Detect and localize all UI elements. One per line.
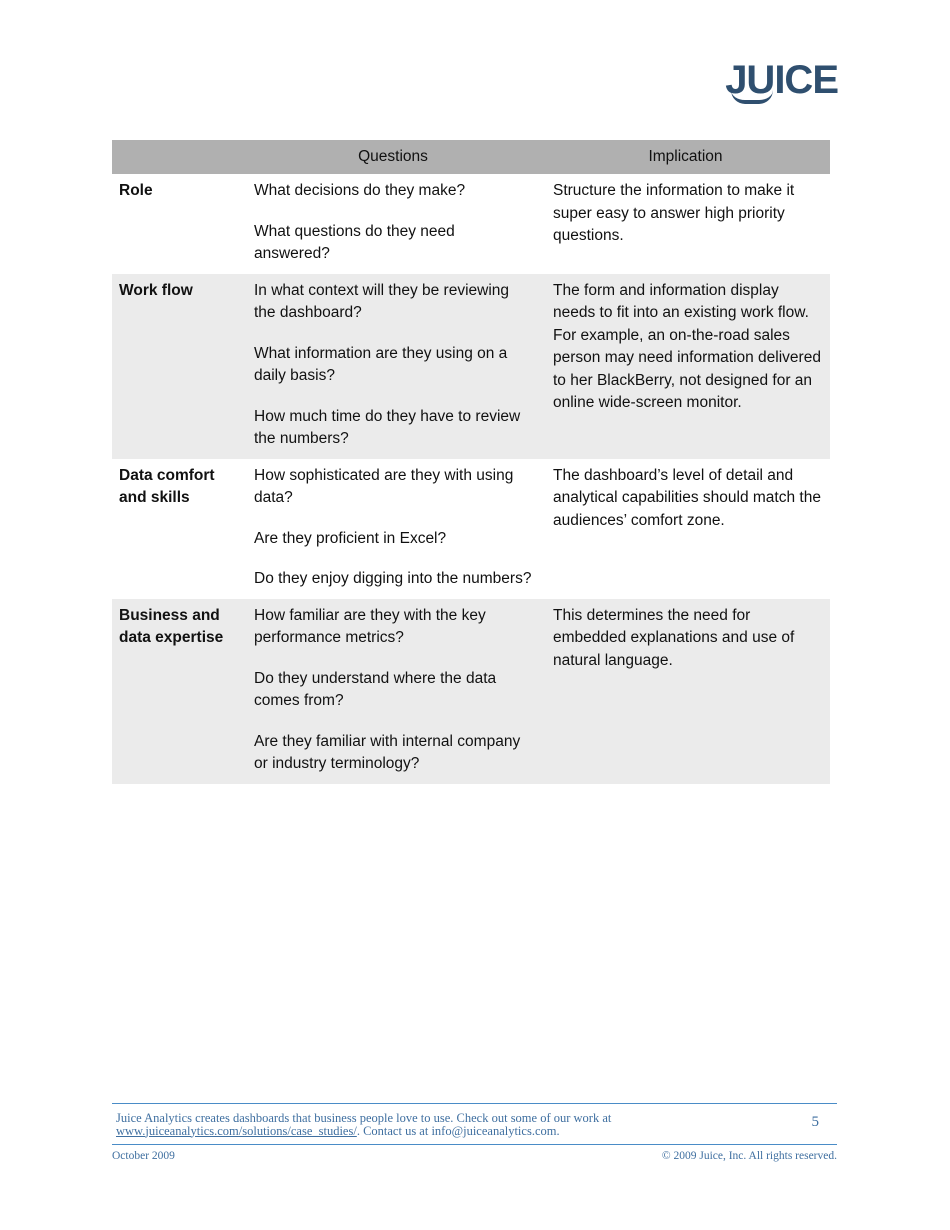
question: What decisions do they make? (254, 182, 466, 199)
row-questions (245, 174, 541, 274)
row-label: Data comfort and skills (119, 466, 215, 506)
question: How much time do they have to review the numbers? (254, 407, 521, 447)
table-row (112, 599, 830, 784)
juice-logo (725, 56, 838, 104)
header-implication: Implication (541, 140, 830, 174)
footer-date: October 2009 (112, 1150, 175, 1162)
table-row (112, 174, 830, 274)
question: What questions do they need answered? (254, 222, 455, 262)
row-questions (245, 599, 541, 784)
question: Do they enjoy digging into the numbers? (254, 570, 532, 587)
header-blank (112, 140, 245, 174)
question: How sophisticated are they with using data? (254, 466, 514, 506)
footer-banner (112, 1103, 837, 1145)
footer-contact: . Contact us at info@juiceanalytics.com. (356, 1123, 560, 1138)
row-label: Work flow (112, 274, 245, 459)
question: How familiar are they with the key performance metrics? (254, 606, 486, 646)
footer-line1: Juice Analytics creates dashboards that business people love to use. Check out some of our work at (116, 1111, 612, 1125)
row-implication: The dashboard’s level of detail and analytical capabilities should match the audiences’ comfort zone. (553, 466, 821, 529)
table-header-row (112, 140, 830, 174)
header-questions: Questions (245, 140, 541, 174)
row-implication: The form and information display needs to fit into an existing work flow. For example, an on-the-road sales person may need information delivered to her BlackBerry, not designed for an online wide-screen monitor. (541, 274, 830, 459)
page-number: 5 (811, 1114, 819, 1130)
case-studies-link[interactable]: www.juiceanalytics.com/solutions/case_studies/ (116, 1123, 357, 1138)
question: In what context will they be reviewing the dashboard? (254, 281, 510, 321)
logo-text: JUICE (725, 58, 838, 102)
audience-table (112, 140, 830, 784)
question: What information are they using on a daily basis? (254, 344, 508, 384)
table-row (112, 274, 830, 459)
row-label: Role (119, 182, 153, 199)
footer-text (116, 1112, 611, 1137)
question: Do they understand where the data comes from? (254, 669, 497, 709)
table-row (112, 459, 830, 599)
row-label: Business and data expertise (112, 599, 245, 784)
question: Are they proficient in Excel? (254, 529, 447, 547)
footer-copyright: © 2009 Juice, Inc. All rights reserved. (661, 1150, 837, 1162)
row-questions (245, 274, 541, 459)
row-questions (245, 459, 541, 599)
question: Are they familiar with internal company or industry terminology? (254, 732, 521, 772)
row-implication: Structure the information to make it super easy to answer high priority questions. (553, 182, 795, 244)
row-implication: This determines the need for embedded explanations and use of natural language. (541, 599, 830, 784)
